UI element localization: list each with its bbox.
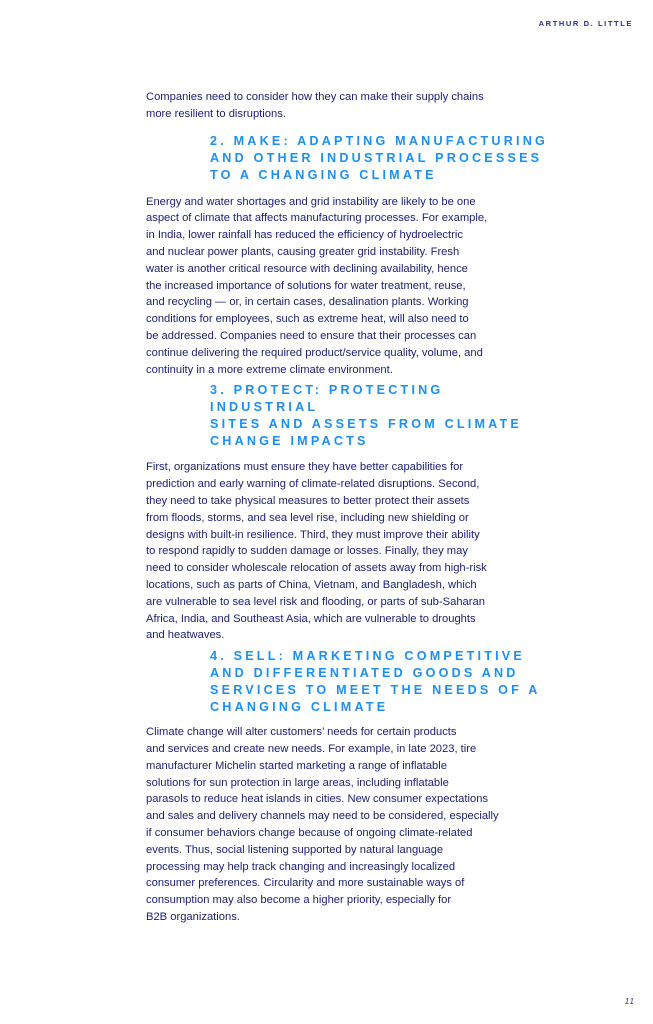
section-heading-make: 2. MAKE: ADAPTING MANUFACTURING AND OTHER INDUSTRIAL PROCESSES TO A CHANGING CLIMATE [210,133,549,182]
protect-paragraph: First, organizations must ensure they have better capabilities for prediction and early warning of climate-related disruptions. Second, they need to take physical measures to better protect their assets from floods, storms, and sea level rise, including new shielding or designs with built-in resilience. Third, they must improve their ability to respond rapidly to sudden damage or losses. Finally, they may need to consider wholescale relocation of assets away from high-risk locations, such as parts of China, Vietnam, and Bangladesh, which are vulnerable to sea level risk and flooding, or parts of sub-Saharan Africa, India, and Southeast Asia, which are vulnerable to droughts and heatwaves. [146,461,487,642]
brand-header: ARTHUR D. LITTLE [538,19,633,28]
intro-paragraph: Companies need to consider how they can make their supply chains more resilient to disruptions. [146,91,484,120]
page-number: 11 [624,997,635,1006]
sell-paragraph: Climate change will alter customers’ needs for certain products and services and create new needs. For example, in late 2023, tire manufacturer Michelin started marketing a range of inflatable solutions for sun protection in large areas, including inflatable parasols to reduce heat islands in cities. New consumer expectations and sales and delivery channels may need to be considered, especially if consumer behaviors change because of ongoing climate-related events. Thus, social listening supported by natural language processing may help track changing and increasingly localized consumer preferences. Circularity and more sustainable ways of consumption may also become a higher priority, especially for B2B organizations. [146,726,499,923]
page-content [146,89,556,926]
make-paragraph: Energy and water shortages and grid instability are likely to be one aspect of climate that affects manufacturing processes. For example, in India, lower rainfall has reduced the efficiency of hydroelectric and nuclear power plants, causing greater grid instability. Fresh water is another critical resource with declining availability, hence the increased importance of solutions for water treatment, reuse, and recycling — or, in certain cases, desalination plants. Working conditions for employees, such as extreme heat, will also need to be addressed. Companies need to ensure that their processes can continue delivering the required product/service quality, volume, and continuity in a more extreme climate environment. [146,195,488,376]
section-heading-protect: 3. PROTECT: PROTECTING INDUSTRIAL SITES AND ASSETS FROM CLIMATE CHANGE IMPACTS [210,383,523,449]
section-heading-sell: 4. SELL: MARKETING COMPETITIVE AND DIFFERENTIATED GOODS AND SERVICES TO MEET THE NEEDS OF A CHANGING CLIMATE [210,649,541,715]
